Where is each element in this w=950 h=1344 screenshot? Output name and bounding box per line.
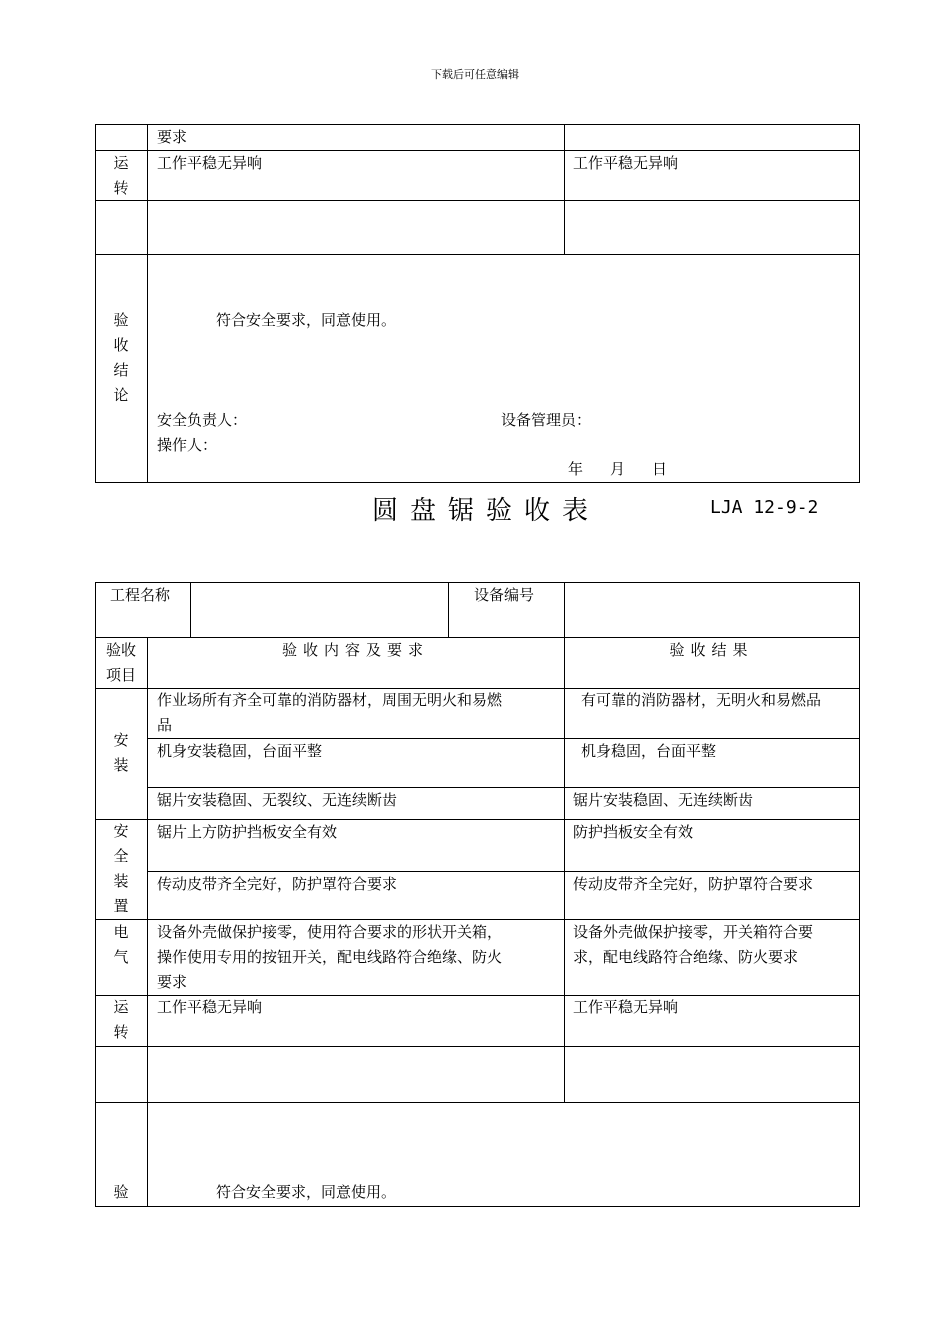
top-req-content: 要求	[157, 128, 188, 146]
install-row-2-result: 机身稳固，台面平整	[581, 742, 717, 760]
col-item-header: 验收 项目	[105, 641, 136, 684]
date-month: 月	[610, 460, 626, 478]
equipment-manager-label: 设备管理员：	[501, 411, 592, 429]
install-row-2-content: 机身安装稳固，台面平整	[157, 742, 323, 760]
electric-content: 设备外壳做保护接零，使用符合要求的形状开关箱， 操作使用专用的按钮开关，配电线路符合绝缘、防火 要求	[157, 923, 503, 991]
top-run-label: 运 转	[113, 154, 129, 197]
equipment-no-label: 设备编号	[474, 586, 535, 604]
top-run-result: 工作平稳无异响	[573, 154, 679, 172]
top-run-content: 工作平稳无异响	[157, 154, 263, 172]
safety-row-2-content: 传动皮带齐全完好，防护罩符合要求	[157, 875, 398, 893]
form-title: 圆盘锯验收表	[372, 496, 601, 526]
col-result-header: 验收结果	[669, 641, 754, 659]
top-conclusion-label: 验 收 结 论	[113, 311, 129, 404]
form-code: LJA 12-9-2	[710, 497, 819, 518]
project-name-label: 工程名称	[110, 586, 171, 604]
install-row-1-content: 作业场所有齐全可靠的消防器材，周围无明火和易燃 品	[157, 691, 503, 734]
col-content-header: 验收内容及要求	[281, 641, 429, 659]
operator-label: 操作人：	[157, 436, 218, 454]
top-conclusion-text: 符合安全要求，同意使用。	[216, 311, 397, 329]
safety-row-1-result: 防护挡板安全有效	[573, 823, 694, 841]
install-row-3-content: 锯片安装稳固、无裂纹、无连续断齿	[157, 791, 398, 809]
safety-officer-label: 安全负责人：	[157, 411, 248, 429]
safety-row-1-content: 锯片上方防护挡板安全有效	[157, 823, 338, 841]
install-row-3-result: 锯片安装稳固、无连续断齿	[573, 791, 754, 809]
conclusion-label: 验	[113, 1183, 129, 1201]
page-header-note: 下载后可任意编辑	[431, 68, 519, 81]
acceptance-table	[95, 582, 860, 1207]
install-row-1-result: 有可靠的消防器材，无明火和易燃品	[581, 691, 822, 709]
electric-result: 设备外壳做保护接零，开关箱符合要 求，配电线路符合绝缘、防火要求	[573, 923, 814, 966]
run-result: 工作平稳无异响	[573, 998, 679, 1016]
top-table	[95, 124, 860, 483]
conclusion-text: 符合安全要求，同意使用。	[216, 1183, 397, 1201]
safety-row-2-result: 传动皮带齐全完好，防护罩符合要求	[573, 875, 814, 893]
run-content: 工作平稳无异响	[157, 998, 263, 1016]
electric-label: 电 气	[113, 923, 129, 966]
date-year: 年	[568, 460, 584, 478]
date-day: 日	[652, 460, 668, 478]
safety-label: 安 全 装 置	[113, 822, 129, 915]
install-label: 安 装	[113, 731, 129, 774]
run-label: 运 转	[113, 998, 129, 1041]
